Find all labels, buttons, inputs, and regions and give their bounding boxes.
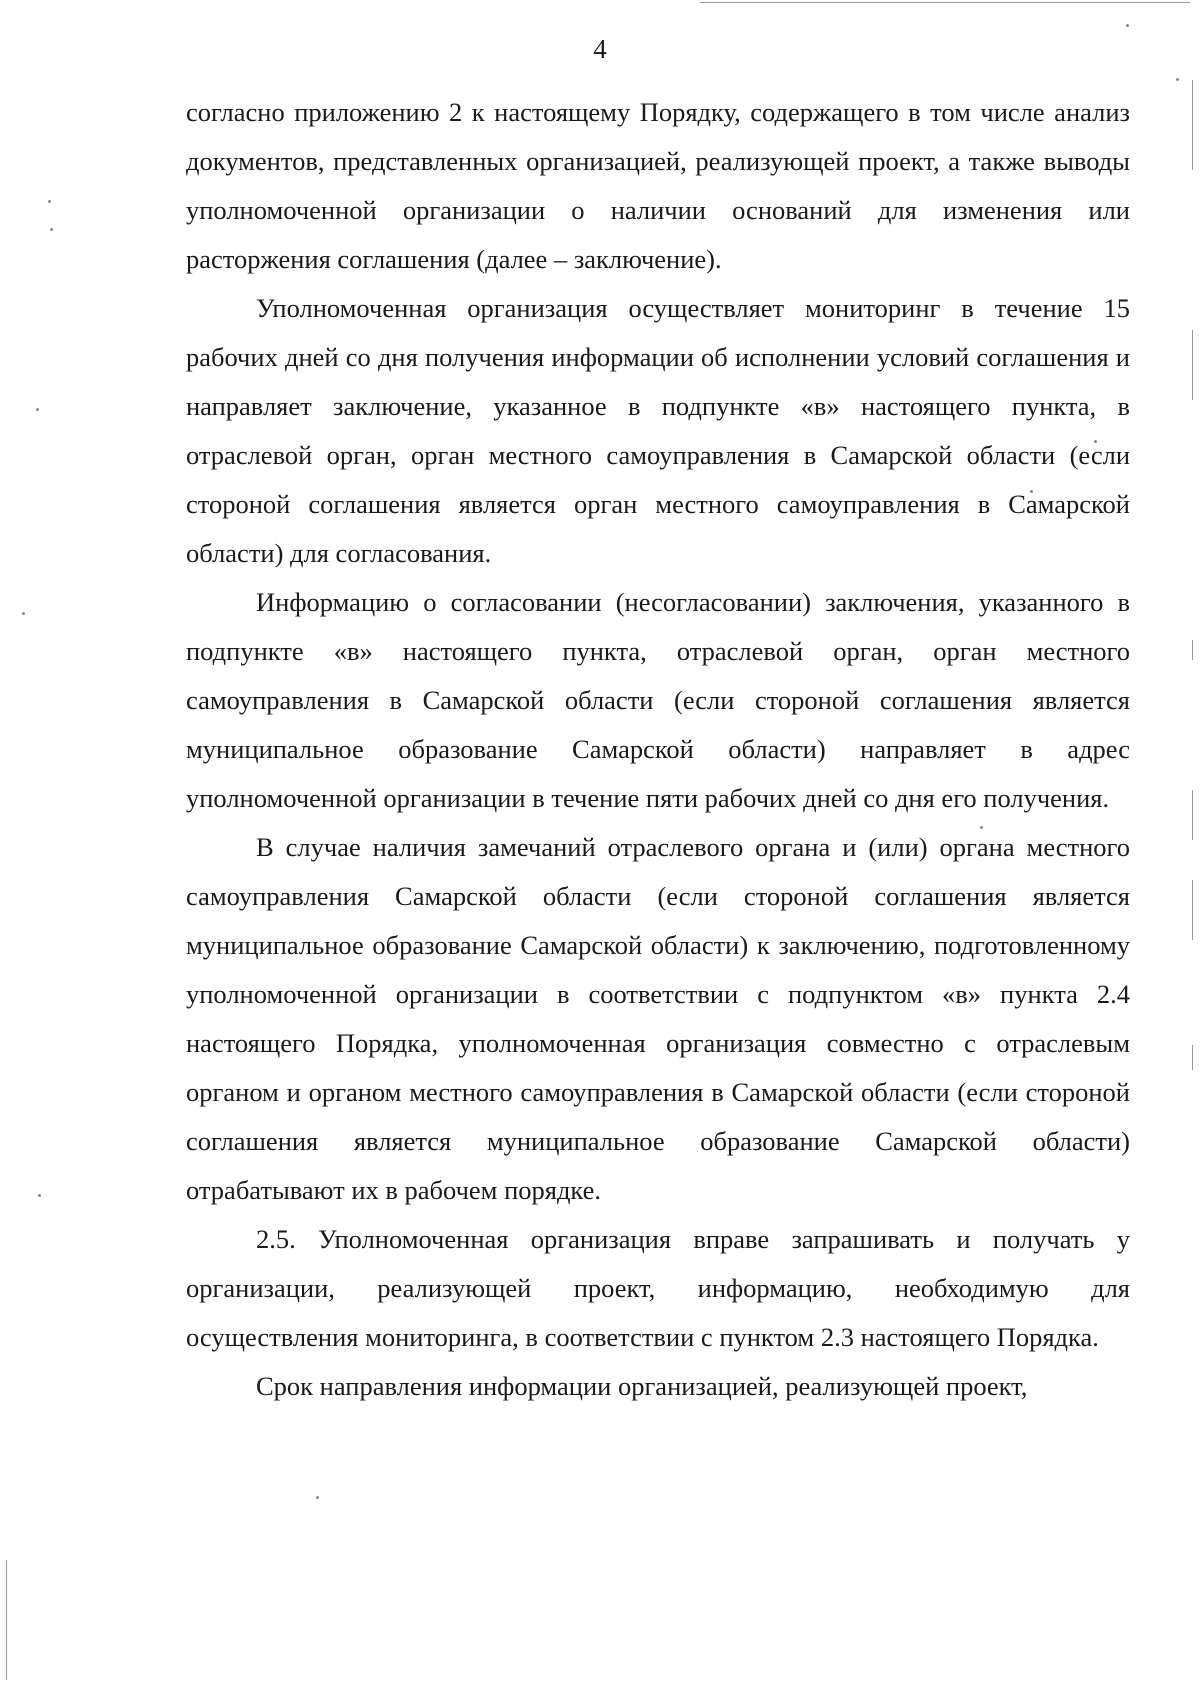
- scan-speck: [316, 1496, 319, 1499]
- scan-speck: [1176, 78, 1179, 81]
- scan-speck: [38, 1194, 41, 1197]
- scan-speck: [1126, 24, 1129, 27]
- scan-edge-line-right-1: [1192, 80, 1193, 170]
- scan-edge-line-top: [700, 2, 1190, 3]
- paragraph-2: Уполномоченная организация осуществляет мониторинг в течение 15 рабочих дней со дня получения информации об исполнении условий соглашения и направляет заключение, указанное в подпункте «в» настоящего пункта, в отраслевой орган, орган местного самоуправления в Самарской области (если стороной соглашения является орган местного самоуправления в Самарской области) для согласования.: [186, 293, 1130, 568]
- paragraph-5-section-2-5: 2.5. Уполномоченная организация вправе запрашивать и получать у организации, реализующей проект, информацию, необходимую для осуществления мониторинга, в соответствии с пунктом 2.3 настоящего Порядка.: [186, 1224, 1130, 1352]
- scan-edge-line-right-4: [1192, 790, 1193, 840]
- paragraph-6: Срок направления информации организацией, реализующей проект,: [256, 1371, 1028, 1401]
- scan-edge-line-right-2: [1192, 330, 1193, 400]
- scan-edge-line-right-3: [1192, 640, 1193, 660]
- paragraph-4: В случае наличия замечаний отраслевого органа и (или) органа местного самоуправления Самарской области (если стороной соглашения является муниципальное образование Самарской области) к заключению, подготовленному уполномоченной организации в соответствии с подпунктом «в» пункта 2.4 настоящего Порядка, уполномоченная организация совместно с отраслевым органом и органом местного самоуправления в Самарской области (если стороной соглашения является муниципальное образование Самарской области) отрабатывают их в рабочем порядке.: [186, 832, 1130, 1205]
- scan-edge-line-left: [6, 1560, 7, 1680]
- scan-speck: [36, 408, 39, 411]
- scan-edge-line-right-6: [1192, 1045, 1193, 1070]
- document-body: [186, 88, 1130, 1411]
- page-number: 4: [593, 34, 607, 64]
- scan-speck: [48, 200, 51, 203]
- scan-speck: [50, 228, 53, 231]
- scan-speck: [22, 612, 25, 615]
- paragraph-3: Информацию о согласовании (несогласовании) заключения, указанного в подпункте «в» настоящего пункта, отраслевой орган, орган местного самоуправления в Самарской области (если стороной соглашения является муниципальное образование Самарской области) направляет в адрес уполномоченной организации в течение пяти рабочих дней со дня его получения.: [186, 587, 1130, 813]
- paragraph-1: согласно приложению 2 к настоящему Порядку, содержащего в том числе анализ документов, представленных организацией, реализующей проект, а также выводы уполномоченной организации о наличии оснований для изменения или расторжения соглашения (далее – заключение).: [186, 97, 1130, 274]
- scan-edge-line-right-5: [1192, 880, 1193, 940]
